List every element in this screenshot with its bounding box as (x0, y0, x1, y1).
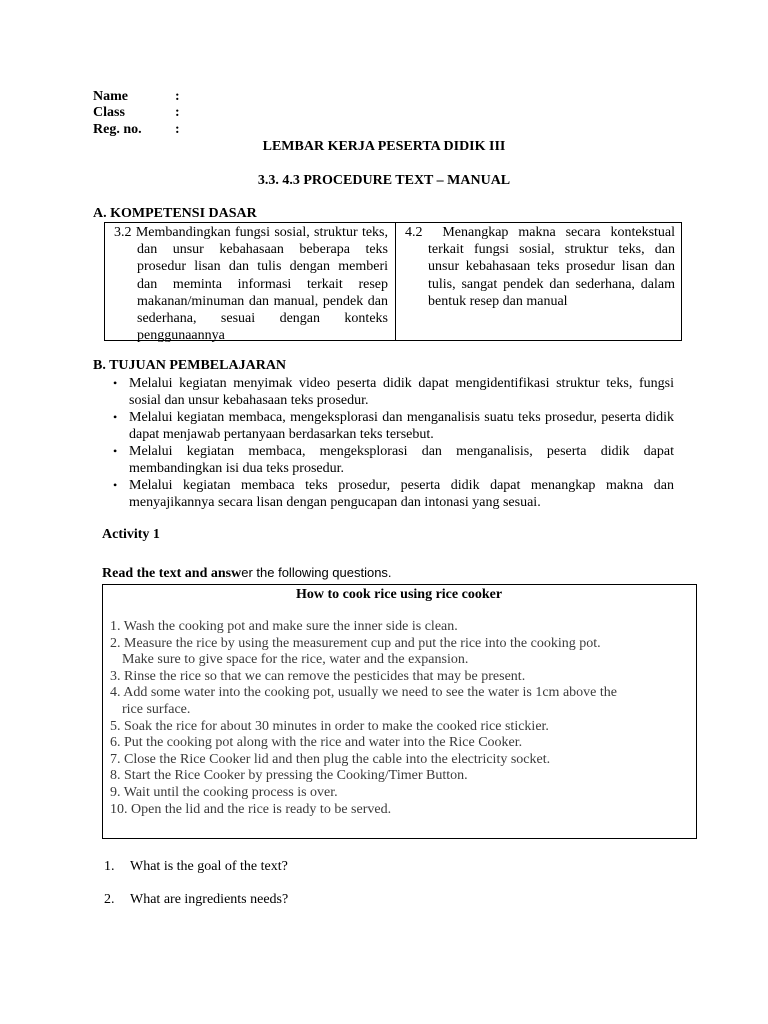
procedure-step (110, 636, 688, 669)
procedure-step (110, 785, 688, 802)
kd-left-number: 3.2 (114, 225, 132, 240)
bullet-icon: • (113, 478, 118, 492)
procedure-step (110, 768, 688, 785)
worksheet-subtitle: 3.3. 4.3 PROCEDURE TEXT – MANUAL (257, 173, 511, 188)
list-item (113, 409, 674, 443)
list-item (113, 375, 674, 409)
step-line: 1. Wash the cooking pot and make sure the inner side is clean. (110, 619, 458, 634)
activity-title: Activity 1 (102, 527, 160, 542)
name-colon: : (175, 89, 180, 104)
tujuan-text: Melalui kegiatan membaca, mengeksplorasi dan menganalisis suatu teks prosedur, peserta didik dapat menjawab pertanyaan berdasarkan teks tersebut. (129, 410, 674, 442)
kd-left-item (114, 224, 388, 344)
step-line: 4. Add some water into the cooking pot, usually we need to see the water is 1cm above the (110, 685, 617, 701)
instruction-rest-part: er the following questions. (241, 565, 392, 580)
kompetensi-table (104, 222, 682, 344)
kd-right-item (405, 224, 675, 310)
procedure-steps (110, 619, 688, 818)
step-line: 5. Soak the rice for about 30 minutes in order to make the cooked rice stickier. (110, 718, 549, 734)
procedure-step (110, 619, 688, 636)
question-2 (104, 891, 288, 908)
procedure-step (110, 685, 688, 718)
kd-right-cell (396, 223, 681, 340)
kd-left-text: Membandingkan fungsi sosial, struktur teks, dan unsur kebahasaan beberapa teks prosedur lisan dan tulis dengan memberi dan meminta informasi terkait resep makanan/minuman dan manual, pendek dan sederhana, sesuai dengan konteks penggunaannya (135, 225, 388, 344)
bullet-icon: • (113, 376, 118, 390)
question-number: 1. (104, 859, 115, 874)
instruction-bold-part: Read the text and answ (102, 566, 242, 581)
step-line: 10. Open the lid and the rice is ready to be served. (110, 801, 392, 817)
worksheet-title: LEMBAR KERJA PESERTA DIDIK III (262, 139, 506, 154)
tujuan-list (113, 375, 674, 511)
list-item (113, 477, 674, 511)
procedure-step (110, 719, 688, 736)
activity-instruction (102, 564, 392, 582)
step-continuation: rice surface. (122, 701, 191, 717)
step-line: 6. Put the cooking pot along with the rice and water into the Rice Cooker. (110, 735, 523, 751)
reg-no-label: Reg. no. (93, 122, 142, 137)
question-text: What are ingredients needs? (130, 892, 289, 907)
kd-right-number: 4.2 (405, 225, 423, 240)
bullet-icon: • (113, 410, 118, 424)
list-item (113, 443, 674, 477)
tujuan-text: Melalui kegiatan membaca teks prosedur, peserta didik dapat menangkap makna dan menyajikannya secara lisan dengan pengucapan dan intonasi yang sesuai. (129, 478, 674, 510)
kompetensi-heading: A. KOMPETENSI DASAR (93, 206, 257, 221)
procedure-step (110, 669, 688, 686)
kd-right-text: Menangkap makna secara kontekstual terkait fungsi sosial, struktur teks, dan unsur kebahasaan teks prosedur lisan dan tulis, sangat pendek dan sederhana, dalam bentuk resep dan manual (428, 225, 676, 309)
step-line: 9. Wait until the cooking process is over. (110, 784, 338, 800)
procedure-step (110, 735, 688, 752)
tujuan-text: Melalui kegiatan menyimak video peserta didik dapat mengidentifikasi struktur teks, fungsi sosial dan unsur kebahasaan teks prosedur. (129, 376, 674, 408)
reg-no-colon: : (175, 122, 180, 137)
step-line: 3. Rinse the rice so that we can remove the pesticides that may be present. (110, 668, 526, 684)
step-continuation: Make sure to give space for the rice, water and the expansion. (122, 652, 469, 668)
name-label: Name (93, 89, 128, 104)
step-line: 2. Measure the rice by using the measurement cup and put the rice into the cooking pot. (110, 635, 601, 651)
tujuan-heading: B. TUJUAN PEMBELAJARAN (93, 358, 287, 373)
class-label: Class (93, 105, 125, 120)
procedure-step (110, 802, 688, 819)
question-number: 2. (104, 892, 115, 907)
bullet-icon: • (113, 444, 118, 458)
tujuan-text: Melalui kegiatan membaca, mengeksplorasi dan menganalisis, peserta didik dapat membandingkan isi dua teks prosedur. (129, 444, 674, 476)
procedure-text-box (102, 584, 697, 839)
step-line: 7. Close the Rice Cooker lid and then plug the cable into the electricity socket. (110, 751, 551, 767)
question-1 (104, 858, 288, 875)
procedure-title: How to cook rice using rice cooker (295, 587, 503, 602)
question-text: What is the goal of the text? (130, 859, 288, 874)
kd-left-cell (105, 223, 396, 344)
step-line: 8. Start the Rice Cooker by pressing the Cooking/Timer Button. (110, 768, 468, 784)
procedure-step (110, 752, 688, 769)
class-colon: : (175, 105, 180, 120)
